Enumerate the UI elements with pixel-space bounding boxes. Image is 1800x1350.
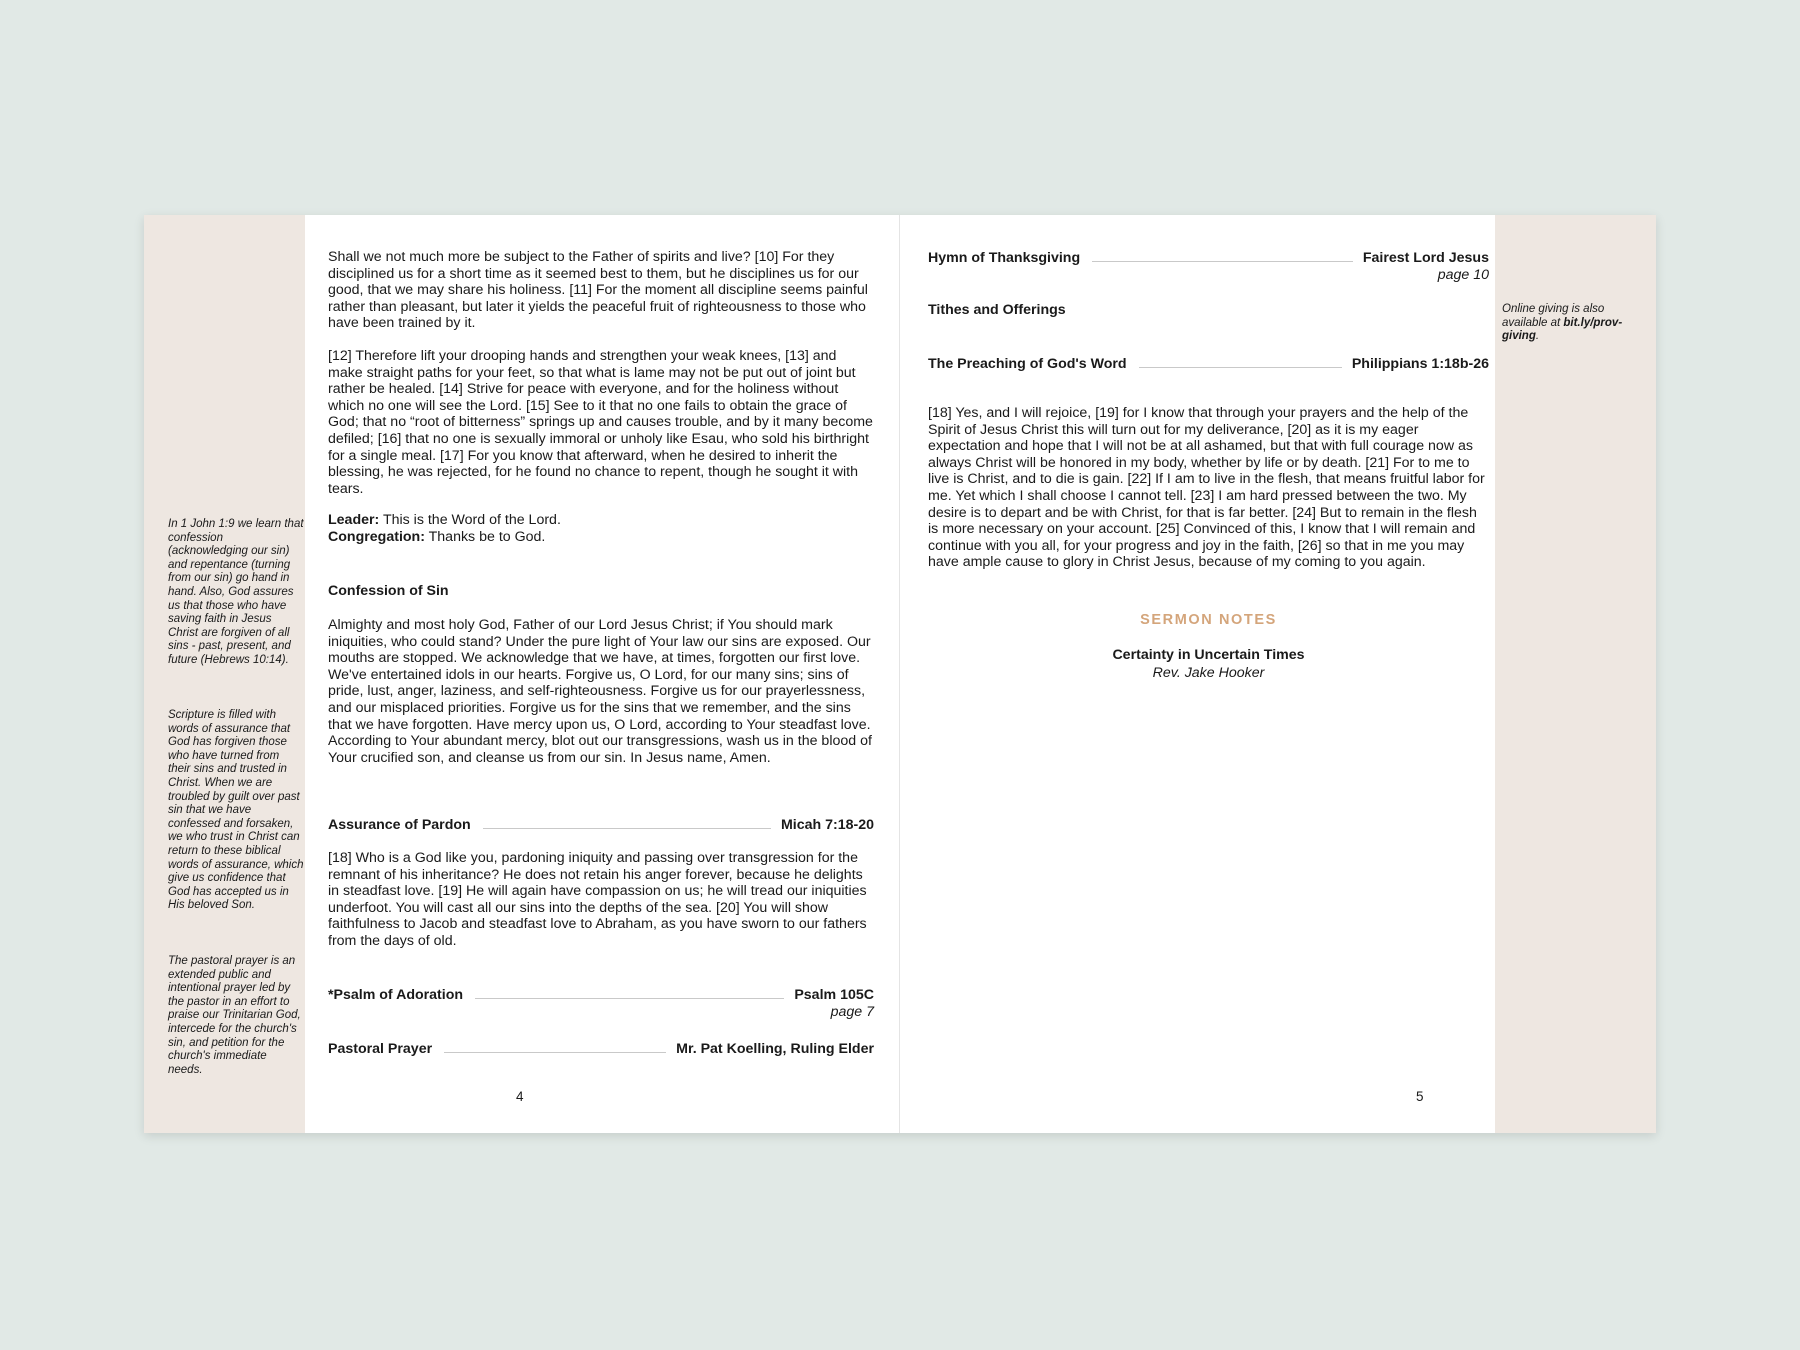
sermon-notes-heading: SERMON NOTES	[1140, 612, 1277, 628]
hymn-row	[928, 248, 1489, 266]
left-page	[328, 215, 874, 1133]
leader-rule	[475, 998, 784, 999]
pastoral-prayer-row	[328, 1039, 874, 1057]
psalm-page: page 7	[830, 1004, 874, 1020]
leader-response	[328, 512, 874, 529]
giving-link[interactable]: bit.ly/prov-giving	[1502, 316, 1623, 343]
center-gutter	[899, 215, 900, 1133]
confession-heading: Confession of Sin	[328, 583, 449, 599]
leader-rule	[1139, 367, 1342, 368]
congregation-label: Congregation:	[328, 529, 425, 545]
scripture-reading-part2: [12] Therefore lift your drooping hands and strengthen your weak knees, [13] and make straight paths for your feet, so that what is lame may not be put out of joint but rather be healed. [14] Strive for peace with everyone, and for the holiness without which no one will see the Lord. [15] See to it that no one fails to obtain the grace of God; that no “root of bitterness” springs up and causes trouble, and by it many become defiled; [16] that no one is sexually immoral or unholy like Esau, who sold his birthright for a single meal. [17] For you know that afterward, when he desired to inherit the blessing, he was rejected, for he found no chance to repent, though he sought it with tears.	[328, 348, 873, 497]
sermon-preacher: Rev. Jake Hooker	[1152, 665, 1265, 681]
psalm-reference: Psalm 105C	[794, 987, 874, 1003]
leader-text: This is the Word of the Lord.	[382, 512, 561, 528]
assurance-margin-note: Scripture is filled with words of assurance that God has forgiven those who have turned from their sins and trusted in Christ. When we are troubled by guilt over past sin that we have confessed and forsaken, we who trust in Christ can return to these biblical words of assurance, which give us confidence that God has accepted us in His beloved Son.	[168, 709, 304, 912]
scripture-reading-part1: Shall we not much more be subject to the Father of spirits and live? [10] For they disciplined us for a short time as it seemed best to them, but he disciplines us for our good, that we may share his holiness. [11] For the moment all discipline seems painful rather than pleasant, but later it yields the peaceful fruit of righteousness to those who have been trained by it.	[328, 249, 868, 332]
psalm-row	[328, 985, 874, 1003]
leader-rule	[444, 1052, 666, 1053]
page-number-left: 4	[516, 1089, 524, 1104]
sermon-title: Certainty in Uncertain Times	[1112, 647, 1305, 663]
leader-label: Leader:	[328, 512, 380, 528]
pastoral-prayer-leader: Mr. Pat Koelling, Ruling Elder	[676, 1041, 874, 1057]
giving-note-text: Online giving is also available at	[1502, 303, 1605, 329]
psalm-label: *Psalm of Adoration	[328, 987, 464, 1003]
giving-margin-note	[1502, 303, 1650, 344]
tithes-heading: Tithes and Offerings	[928, 302, 1066, 318]
confession-margin-note: In 1 John 1:9 we learn that confession (acknowledging our sin) and repentance (turning from our sin) go hand in hand. Also, God assures us that those who have saving faith in Jesus Christ are forgiven of all sins - past, present, and future (Hebrews 10:14).	[168, 518, 304, 666]
giving-note-suffix: .	[1535, 330, 1540, 343]
right-margin-column	[1495, 215, 1656, 1133]
pastoral-prayer-label: Pastoral Prayer	[328, 1041, 433, 1057]
preaching-row	[928, 354, 1489, 372]
hymn-title: Fairest Lord Jesus	[1362, 250, 1489, 266]
congregation-text: Thanks be to God.	[428, 529, 546, 545]
assurance-row	[328, 815, 874, 833]
left-margin-column	[144, 215, 305, 1133]
leader-rule	[1092, 261, 1353, 262]
assurance-reference: Micah 7:18-20	[780, 817, 874, 833]
hymn-label: Hymn of Thanksgiving	[928, 250, 1081, 266]
preaching-reference: Philippians 1:18b-26	[1351, 356, 1489, 372]
right-page	[928, 215, 1489, 1133]
assurance-text: [18] Who is a God like you, pardoning iniquity and passing over transgression for the remnant of his inheritance? He does not retain his anger forever, because he delights in steadfast love. [19] He will again have compassion on us; he will tread our iniquities underfoot. You will cast all our sins into the depths of the sea. [20] You will show faithfulness to Jacob and steadfast love to Abraham, as you have sworn to our fathers from the days of old.	[328, 850, 867, 949]
prayer-margin-note: The pastoral prayer is an extended public and intentional prayer led by the pastor in an effort to praise our Trinitarian God, intercede for the church's sin, and petition for the church's immediate needs.	[168, 955, 301, 1076]
assurance-label: Assurance of Pardon	[328, 817, 471, 833]
preaching-label: The Preaching of God's Word	[928, 356, 1127, 372]
leader-rule	[483, 828, 771, 829]
confession-prayer-text: Almighty and most holy God, Father of our Lord Jesus Christ; if You should mark iniquities, who could stand? Under the pure light of Your law our sins are exposed. Our mouths are stopped. We acknowledge that we have, at times, forgotten our first love. We've entertained idols in our hearts. Forgive us, O Lord, for our many sins; sins of pride, lust, anger, laziness, and self-righteousness. Forgive us for our prayerlessness, and our misplaced priorities. Forgive us for the sins that we remember, and the sins that we have forgotten. Have mercy upon us, O Lord, according to Your steadfast love. According to Your abundant mercy, blot out our transgressions, wash us in the blood of Your crucified son, and cleanse us from our sin. In Jesus name, Amen.	[328, 617, 872, 766]
bulletin-spread	[144, 215, 1656, 1133]
preaching-text: [18] Yes, and I will rejoice, [19] for I know that through your prayers and the help of the Spirit of Jesus Christ this will turn out for my deliverance, [20] as it is my eager expectation and hope that I will not be at all ashamed, but that with full courage now as always Christ will be honored in my body, whether by life or by death. [21] For to me to live is Christ, and to die is gain. [22] If I am to live in the flesh, that means fruitful labor for me. Yet which I shall choose I cannot tell. [23] I am hard pressed between the two. My desire is to depart and be with Christ, for that is far better. [24] But to remain in the flesh is more necessary on your account. [25] Convinced of this, I know that I will remain and continue with you all, for your progress and joy in the faith, [26] so that in me you may have ample cause to glory in Christ Jesus, because of my coming to you again.	[928, 405, 1485, 571]
hymn-page: page 10	[1437, 267, 1489, 283]
congregation-response	[328, 529, 874, 546]
page-number-right: 5	[1416, 1089, 1424, 1104]
